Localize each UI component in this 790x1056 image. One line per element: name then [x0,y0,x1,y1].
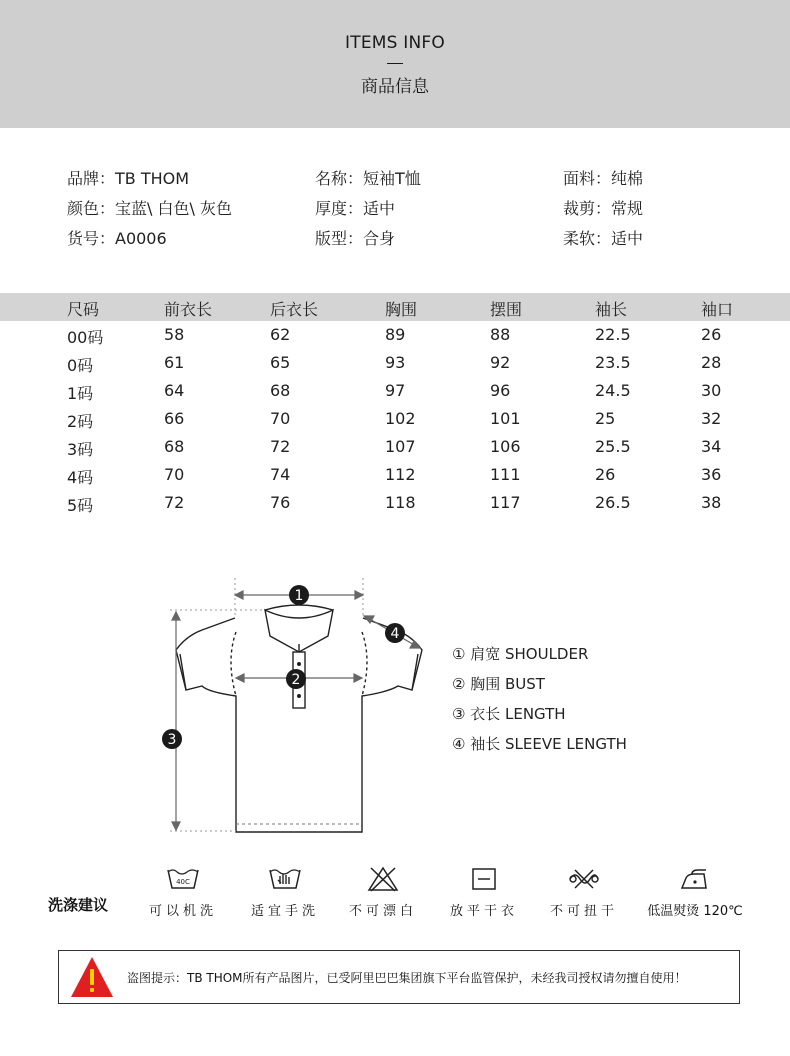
care-title: 洗涤建议 [48,896,109,914]
size-table-cell: 64 [164,381,185,400]
size-table-cell: 68 [270,381,291,400]
tshirt-measurement-diagram [150,570,450,845]
size-table-cell: 23.5 [595,353,631,372]
size-table-cell: 36 [701,465,722,484]
size-table-cell: 93 [385,353,406,372]
size-table-cell: 62 [270,325,291,344]
marker-3: 3 [167,732,177,748]
info-name: 名称：短袖T恤 [315,169,421,188]
size-header-cell: 摆围 [490,300,523,319]
care-label-hand-wash: 适宜手洗 [250,904,319,919]
size-table-cell: 118 [385,493,416,512]
info-color: 颜色：宝蓝\ 白色\ 灰色 [67,199,232,218]
no-wring-icon [567,866,601,892]
marker-1: 1 [294,588,304,604]
size-row-label: 2码 [67,412,94,431]
care-label-dry-flat: 放平干衣 [449,904,518,919]
size-table-cell: 28 [701,353,722,372]
care-iron-low [640,866,750,919]
size-table-cell: 66 [164,409,185,428]
size-table-cell: 61 [164,353,185,372]
size-table-cell: 32 [701,409,722,428]
info-brand: 品牌：TB THOM [67,169,190,188]
size-table-cell: 107 [385,437,416,456]
size-header-cell: 尺码 [67,300,100,319]
header-divider [387,63,403,64]
size-table-cell: 70 [164,465,185,484]
size-table-cell: 92 [490,353,511,372]
size-table-cell: 65 [270,353,291,372]
size-table-cell: 70 [270,409,291,428]
size-row-label: 4码 [67,468,94,487]
legend-bust: ② 胸围 BUST [452,675,545,693]
size-table-cell: 38 [701,493,722,512]
size-table-cell: 25.5 [595,437,631,456]
size-header-cell: 袖口 [701,300,734,319]
no-bleach-icon [366,866,400,892]
dry-flat-icon [467,866,501,892]
size-row-label: 0码 [67,356,94,375]
care-label-no-bleach: 不可漂白 [348,904,417,919]
size-table-cell: 102 [385,409,416,428]
care-hand-wash [230,866,340,919]
size-row-label: 5码 [67,496,94,515]
warning-icon [69,955,115,999]
info-softness: 柔软：适中 [563,229,644,248]
care-label-machine-wash: 可以机洗 [148,904,217,919]
notice-text: 盗图提示：TB THOM所有产品图片，已受阿里巴巴集团旗下平台监管保护，未经我司授权请勿擅自使用！ [127,971,687,985]
info-fabric: 面料：纯棉 [563,169,644,188]
care-no-bleach [328,866,438,919]
size-table-cell: 34 [701,437,722,456]
size-table-cell: 72 [164,493,185,512]
size-table-cell: 117 [490,493,521,512]
info-cut: 裁剪：常规 [563,199,644,218]
care-label-no-wring: 不可扭干 [549,904,618,919]
size-table-cell: 24.5 [595,381,631,400]
size-table-cell: 26 [595,465,616,484]
info-thickness: 厚度：适中 [315,199,396,218]
marker-2: 2 [291,672,301,688]
info-fit: 版型：合身 [315,229,396,248]
size-table-cell: 97 [385,381,406,400]
legend-length: ③ 衣长 LENGTH [452,705,566,723]
size-table-cell: 26.5 [595,493,631,512]
size-table-cell: 112 [385,465,416,484]
size-table-cell: 26 [701,325,722,344]
care-no-wring [529,866,639,919]
size-header-cell: 后衣长 [270,300,319,319]
size-table-cell: 72 [270,437,291,456]
size-table-cell: 25 [595,409,616,428]
size-table-cell: 68 [164,437,185,456]
size-table-cell: 101 [490,409,521,428]
care-machine-wash [128,866,238,919]
size-row-label: 00码 [67,328,104,347]
size-table-cell: 111 [490,465,521,484]
care-label-iron-low: 低温熨烫 120℃ [647,904,743,919]
size-header-cell: 袖长 [595,300,628,319]
size-table-cell: 58 [164,325,185,344]
header-title-zh: 商品信息 [361,77,429,97]
care-dry-flat [429,866,539,919]
size-header-cell: 胸围 [385,300,418,319]
header-title-en: ITEMS INFO [345,33,445,53]
copyright-notice [58,950,740,1004]
size-table-cell: 30 [701,381,722,400]
size-table-cell: 88 [490,325,511,344]
size-table-cell: 74 [270,465,291,484]
info-sku: 货号：A0006 [67,229,167,248]
size-table-cell: 96 [490,381,511,400]
wash-temp-label: 40C [176,878,190,886]
legend-shoulder: ① 肩宽 SHOULDER [452,645,589,663]
legend-sleeve: ④ 袖长 SLEEVE LENGTH [452,735,627,753]
marker-4: 4 [390,626,400,642]
machine-wash-icon [166,866,200,892]
items-info-header [0,0,790,128]
size-table-cell: 76 [270,493,291,512]
size-row-label: 1码 [67,384,94,403]
size-table-cell: 22.5 [595,325,631,344]
iron-low-icon [678,866,712,892]
size-row-label: 3码 [67,440,94,459]
hand-wash-icon [268,866,302,892]
size-table-cell: 89 [385,325,406,344]
size-table-cell: 106 [490,437,521,456]
size-header-cell: 前衣长 [164,300,213,319]
